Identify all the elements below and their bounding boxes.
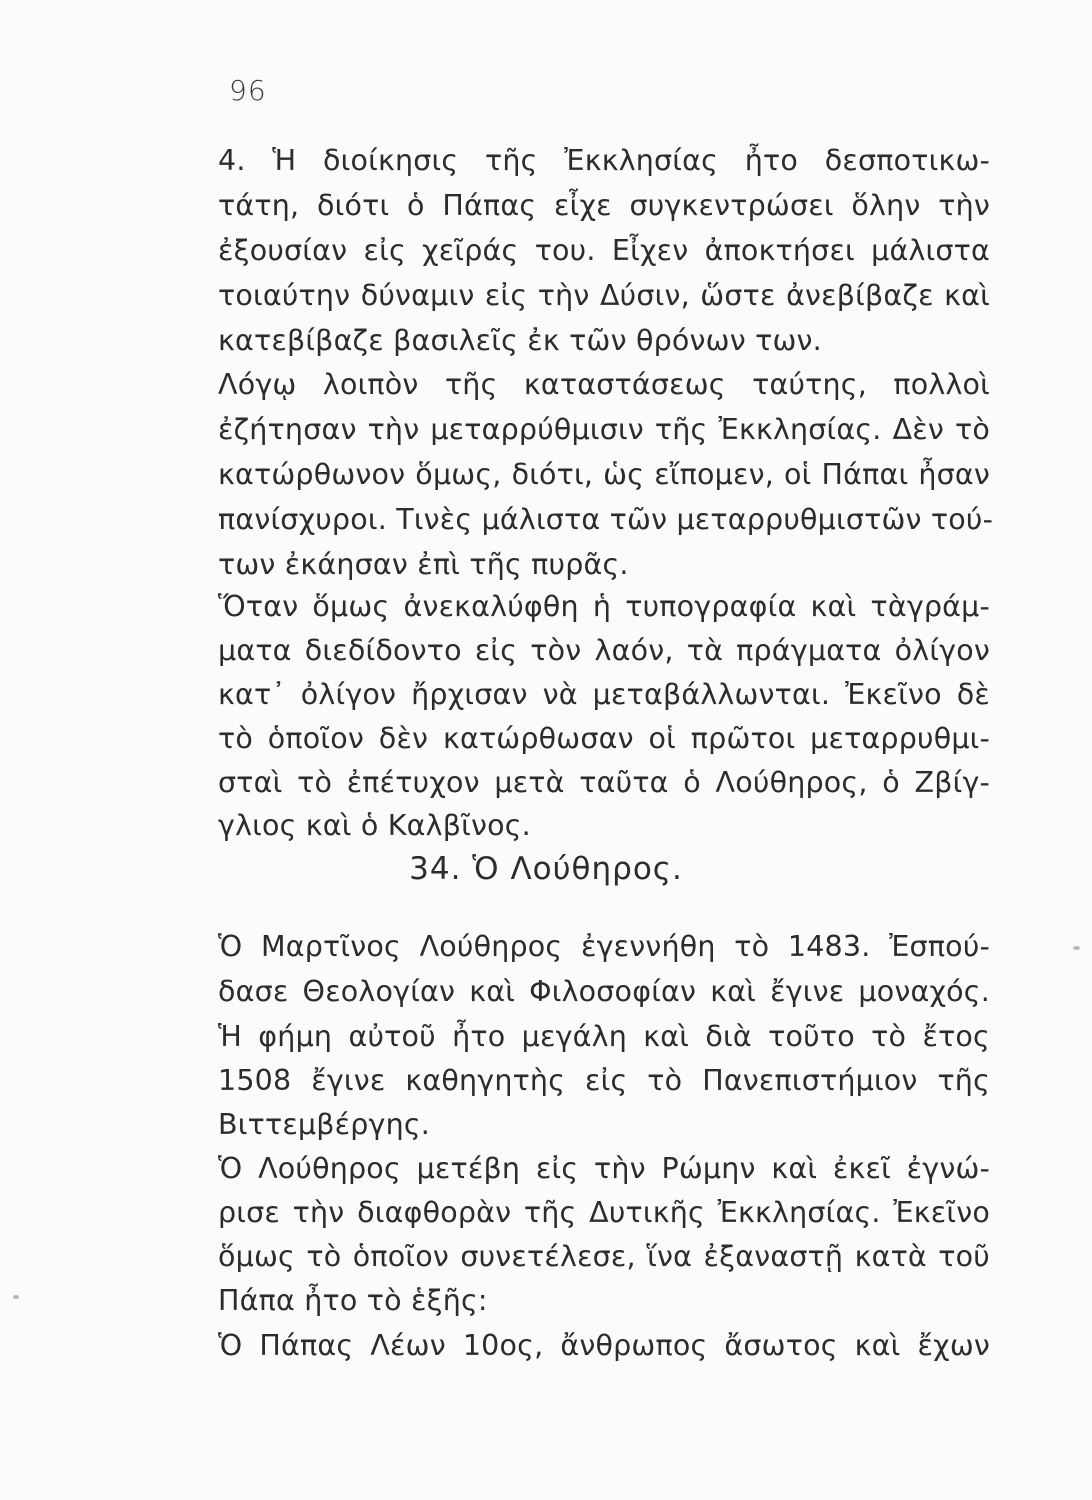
text-line: κατώρθωνον ὅμως, διότι, ὡς εἴπομεν, οἱ Πάπαι ἦσαν [218,458,990,491]
text-line: Ὁ Πάπας Λέων 10ος, ἄνθρωπος ἄσωτος καὶ ἔχων [218,1329,990,1362]
text-line: πανίσχυροι. Τινὲς μάλιστα τῶν μεταρρυθμιστῶν τού- [218,503,994,536]
text-line: ἐζήτησαν τὴν μεταρρύθμισιν τῆς Ἐκκλησίας. Δὲν τὸ [218,413,990,446]
text-line: κατεβίβαζε βασιλεῖς ἐκ τῶν θρόνων των. [218,324,822,357]
text-line: Ὁ Μαρτῖνος Λούθηρος ἐγεννήθη τὸ 1483. Ἐσπού- [218,930,990,963]
text-line: 1508 ἔγινε καθηγητὴς εἰς τὸ Πανεπιστήμιον τῆς [218,1064,990,1097]
text-line: ρισε τὴν διαφθορὰν τῆς Δυτικῆς Ἐκκλησίας. Ἐκεῖνο [218,1196,990,1229]
text-line: τοιαύτην δύναμιν εἰς τὴν Δύσιν, ὥστε ἀνεβίβαζε καὶ [218,279,990,312]
text-line: 4. Ἡ διοίκησις τῆς Ἐκκλησίας ἦτο δεσποτικω- [218,144,990,177]
text-line: Λόγῳ λοιπὸν τῆς καταστάσεως ταύτης, πολλοὶ [218,368,990,401]
scan-speck [1073,946,1080,950]
scan-speck [13,1295,19,1299]
text-line: κατ᾽ ὀλίγον ἤρχισαν νὰ μεταβάλλωνται. Ἐκεῖνο δὲ [218,678,990,711]
text-line: τὸ ὁποῖον δὲν κατώρθωσαν οἱ πρῶτοι μεταρρυθμι- [218,722,990,755]
text-line: τάτη, διότι ὁ Πάπας εἶχε συγκεντρώσει ὅλην τὴν [218,189,990,222]
text-line: γλιος καὶ ὁ Καλβῖνος. [218,809,531,842]
page-number: 96 [229,74,267,107]
text-line: σταὶ τὸ ἐπέτυχον μετὰ ταῦτα ὁ Λούθηρος, ὁ Ζβίγ- [218,766,990,799]
text-line: Βιττεμβέργης. [218,1108,431,1141]
text-line: ὅμως τὸ ὁποῖον συνετέλεσε, ἵνα ἐξαναστῇ κατὰ τοῦ [218,1240,990,1273]
text-line: δασε Θεολογίαν καὶ Φιλοσοφίαν καὶ ἔγινε μοναχός. [218,975,990,1008]
text-line: Ἡ φήμη αὐτοῦ ἦτο μεγάλη καὶ διὰ τοῦτο τὸ ἔτος [218,1020,990,1053]
text-line: Πάπα ἦτο τὸ ἑξῆς: [218,1284,488,1317]
text-line: ἐξουσίαν εἰς χεῖράς του. Εἶχεν ἀποκτήσει μάλιστα [218,234,990,267]
text-line: ματα διεδίδοντο εἰς τὸν λαόν, τὰ πράγματα ὀλίγον [218,634,990,667]
section-heading: 34. Ὁ Λούθηρος. [409,851,683,887]
text-line: Ὁ Λούθηρος μετέβη εἰς τὴν Ρώμην καὶ ἐκεῖ ἐγνώ- [218,1152,990,1185]
text-line: Ὅταν ὅμως ἀνεκαλύφθη ἡ τυπογραφία καὶ τὰγράμ- [218,590,990,623]
text-line: των ἐκάησαν ἐπὶ τῆς πυρᾶς. [218,548,629,581]
